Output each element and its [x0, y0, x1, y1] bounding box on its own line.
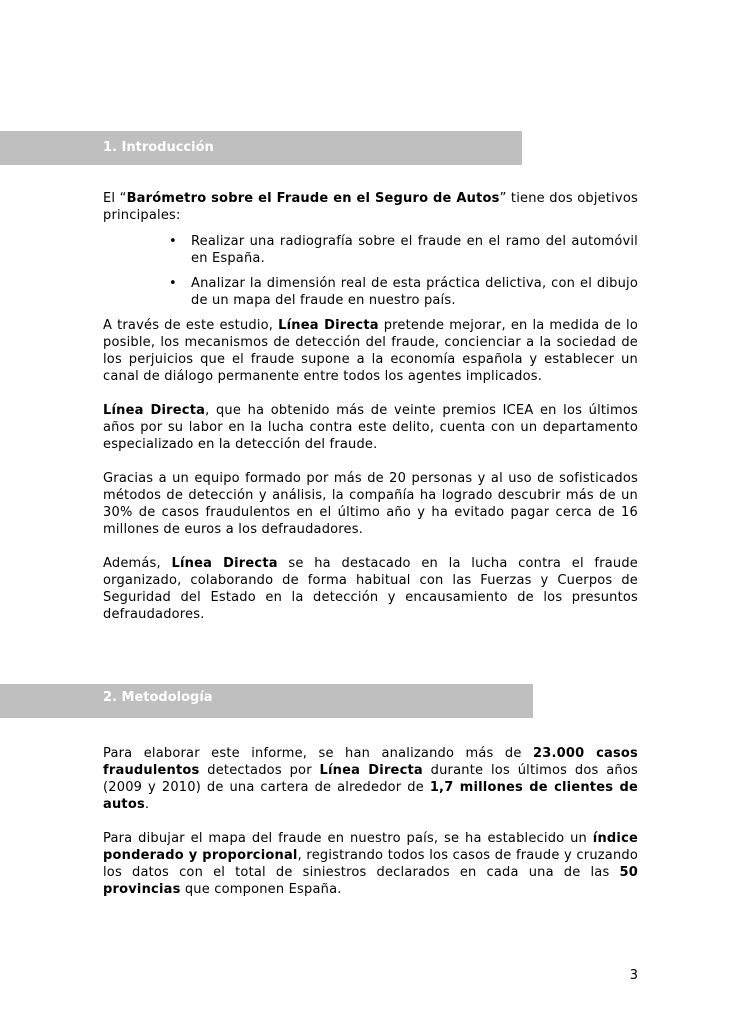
text-run: Para dibujar el mapa del fraude en nuestro país, se ha establecido un	[103, 831, 593, 846]
list-item-text: Realizar una radiografía sobre el fraude en el ramo del automóvil en España.	[191, 234, 638, 266]
metodologia-section	[103, 745, 638, 898]
list-item	[103, 275, 638, 309]
text-run: Para elaborar este informe, se han analizando más de	[103, 746, 533, 761]
intro-paragraph	[103, 190, 638, 224]
bullet-icon: •	[169, 234, 177, 249]
text-run: A través de este estudio,	[103, 318, 279, 333]
text-run: Además,	[103, 556, 172, 571]
introduccion-section	[103, 190, 638, 623]
paragraph	[103, 555, 638, 623]
text-run: El “	[103, 191, 127, 206]
text-run: ” tiene dos objetivos principales:	[103, 191, 639, 223]
section-heading-metodologia	[0, 684, 533, 718]
section-title: 2. Metodología	[103, 690, 213, 705]
text-run: .	[144, 797, 150, 812]
company-name: Línea Directa	[171, 556, 278, 571]
text-run: se ha destacado en la lucha contra el fraude organizado, colaborando de forma habitual con las Fuerzas y Cuerpos de Seguridad del Estado en la detección y encausamiento de los presuntos defraudadores.	[103, 556, 639, 622]
emphasis: 50 provincias	[103, 865, 638, 897]
text-run: que componen España.	[180, 882, 342, 897]
company-name: Línea Directa	[278, 318, 379, 333]
text-run: , que ha obtenido más de veinte premios ICEA en los últimos años por su labor en la lucha contra este delito, cuenta con un departamento especializado en la detección del fraude.	[103, 403, 638, 452]
text-run: durante los últimos dos años (2009 y 2010) de una cartera de alrededor de	[103, 763, 638, 795]
text-run: pretende mejorar, en la medida de lo posible, los mecanismos de detección del fraude, concienciar a la sociedad de los perjuicios que el fraude supone a la economía española y establecer un canal de diálogo permanente entre todos los agentes implicados.	[103, 318, 638, 384]
emphasis: índice ponderado y proporcional	[103, 831, 638, 863]
emphasis: 23.000 casos fraudulentos	[103, 746, 638, 778]
report-title: Barómetro sobre el Fraude en el Seguro de Autos	[126, 191, 500, 206]
section-heading-introduccion	[0, 131, 522, 165]
company-name: Línea Directa	[103, 403, 206, 418]
section-title: 1. Introducción	[103, 140, 214, 155]
paragraph	[103, 830, 638, 898]
emphasis: 1,7 millones de clientes de autos	[103, 780, 638, 812]
paragraph	[103, 745, 638, 813]
paragraph	[103, 317, 638, 385]
paragraph: Gracias a un equipo formado por más de 20 personas y al uso de sofisticados métodos de detección y análisis, la compañía ha logrado descubrir más de un 30% de casos fraudulentos en el último año y ha evitado pagar cerca de 16 millones de euros a los defraudadores.	[103, 471, 638, 537]
objectives-list	[103, 233, 638, 309]
list-item	[103, 233, 638, 267]
text-run: detectados por	[199, 763, 320, 778]
company-name: Línea Directa	[319, 763, 423, 778]
page-number: 3	[629, 968, 638, 983]
paragraph	[103, 402, 638, 453]
text-run: , registrando todos los casos de fraude y cruzando los datos con el total de siniestros declarados en cada una de las	[103, 848, 638, 880]
bullet-icon: •	[169, 276, 177, 291]
list-item-text: Analizar la dimensión real de esta práctica delictiva, con el dibujo de un mapa del fraude en nuestro país.	[191, 276, 638, 308]
